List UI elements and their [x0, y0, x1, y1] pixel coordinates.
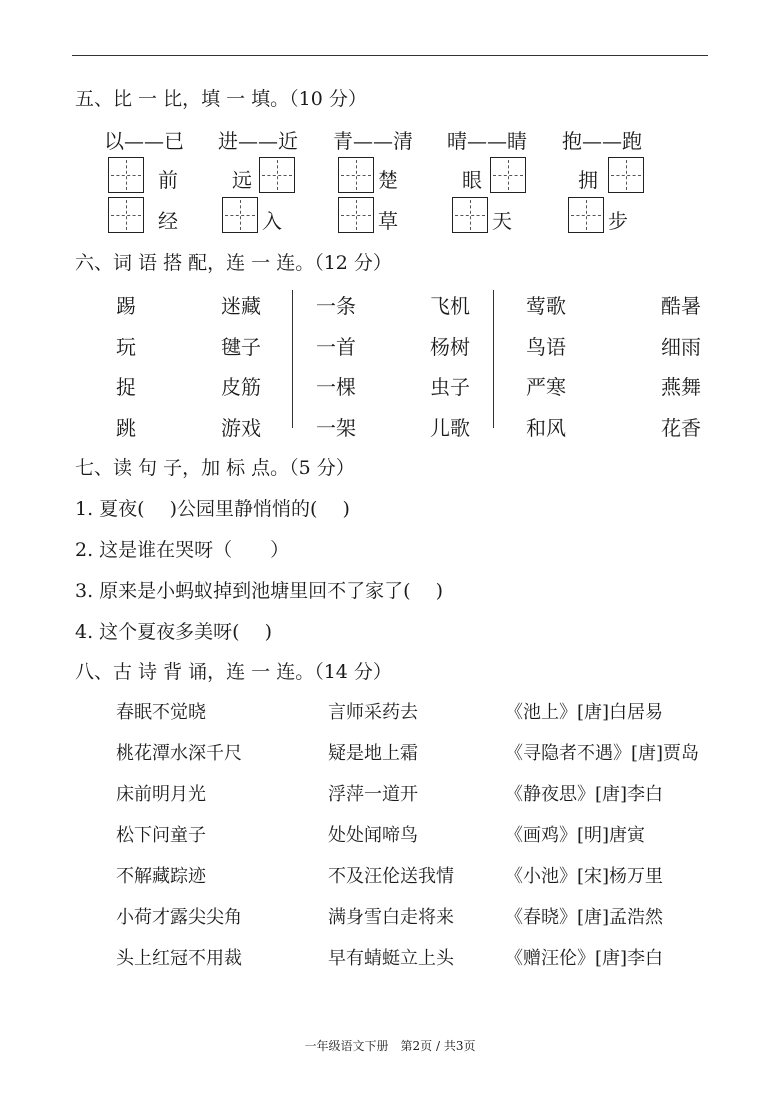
match-word: 一架	[316, 416, 356, 440]
fill-box[interactable]	[490, 157, 526, 193]
fill-box[interactable]	[222, 197, 258, 233]
match-word: 杨树	[430, 335, 470, 359]
sentence-3: 3. 原来是小蚂蚁掉到池塘里回不了家了( )	[75, 580, 444, 602]
pair-3: 青——清	[333, 129, 413, 153]
fill-char: 经	[158, 209, 178, 233]
match-word: 儿歌	[430, 416, 470, 440]
sentence-2: 2. 这是谁在哭呀（ ）	[75, 539, 290, 561]
fill-char: 草	[378, 209, 398, 233]
fill-char: 眼	[462, 168, 482, 192]
poem-line: 不及汪伦送我情	[328, 866, 454, 887]
match-word: 玩	[116, 335, 136, 359]
sentence-1: 1. 夏夜( )公园里静悄悄的( )	[75, 498, 350, 520]
match-word: 皮筋	[221, 375, 261, 399]
match-word: 严寒	[526, 375, 566, 399]
poem-title: 《赠汪伦》[唐]李白	[505, 948, 664, 969]
poem-line: 桃花潭水深千尺	[116, 743, 242, 764]
poem-title: 《寻隐者不遇》[唐]贾岛	[505, 743, 700, 764]
fill-box[interactable]	[108, 197, 144, 233]
match-word: 一棵	[316, 375, 356, 399]
match-word: 飞机	[430, 294, 470, 318]
column-divider	[493, 290, 494, 428]
poem-line: 言师采药去	[328, 702, 418, 723]
pair-2: 进——近	[218, 129, 298, 153]
section7-heading: 七、读 句 子，加 标 点。（5 分）	[75, 457, 355, 479]
match-word: 迷藏	[221, 294, 261, 318]
poem-line: 早有蜻蜓立上头	[328, 948, 454, 969]
fill-char: 远	[232, 168, 252, 192]
poem-line: 小荷才露尖尖角	[116, 907, 242, 928]
fill-box[interactable]	[259, 157, 295, 193]
poem-title: 《池上》[唐]白居易	[505, 702, 664, 723]
match-word: 燕舞	[661, 375, 701, 399]
match-word: 跳	[116, 416, 136, 440]
match-word: 虫子	[430, 375, 470, 399]
match-word: 酷暑	[661, 294, 701, 318]
match-word: 鸟语	[526, 335, 566, 359]
poem-line: 满身雪白走将来	[328, 907, 454, 928]
fill-box[interactable]	[108, 157, 144, 193]
page-footer: 一年级语文下册 第2页 / 共3页	[304, 1039, 476, 1053]
fill-char: 步	[608, 209, 628, 233]
match-word: 一首	[316, 335, 356, 359]
match-word: 毽子	[221, 335, 261, 359]
top-rule	[72, 55, 708, 56]
poem-title: 《画鸡》[明]唐寅	[505, 825, 646, 846]
poem-line: 处处闻啼鸟	[328, 825, 418, 846]
match-word: 细雨	[661, 335, 701, 359]
poem-line: 床前明月光	[116, 784, 206, 805]
match-word: 捉	[116, 375, 136, 399]
fill-char: 入	[262, 209, 282, 233]
fill-box[interactable]	[608, 157, 644, 193]
fill-char: 楚	[378, 168, 398, 192]
sentence-4: 4. 这个夏夜多美呀( )	[75, 621, 273, 643]
match-word: 一条	[316, 294, 356, 318]
pair-1: 以——已	[104, 129, 184, 153]
fill-box[interactable]	[338, 157, 374, 193]
poem-line: 疑是地上霜	[328, 743, 418, 764]
poem-line: 春眠不觉晓	[116, 702, 206, 723]
poem-title: 《小池》[宋]杨万里	[505, 866, 664, 887]
pair-4: 晴——睛	[447, 129, 527, 153]
fill-char: 天	[492, 209, 512, 233]
match-word: 莺歌	[526, 294, 566, 318]
section8-heading: 八、古 诗 背 诵，连 一 连。（14 分）	[75, 661, 392, 683]
fill-box[interactable]	[338, 197, 374, 233]
column-divider	[292, 290, 293, 428]
fill-box[interactable]	[568, 197, 604, 233]
pair-5: 抱——跑	[562, 129, 642, 153]
poem-title: 《静夜思》[唐]李白	[505, 784, 664, 805]
match-word: 踢	[116, 294, 136, 318]
poem-line: 浮萍一道开	[328, 784, 418, 805]
poem-line: 松下问童子	[116, 825, 206, 846]
match-word: 游戏	[221, 416, 261, 440]
poem-line: 不解藏踪迹	[116, 866, 206, 887]
fill-char: 前	[158, 168, 178, 192]
match-word: 和风	[526, 416, 566, 440]
poem-line: 头上红冠不用裁	[116, 948, 242, 969]
fill-char: 拥	[578, 168, 598, 192]
fill-box[interactable]	[452, 197, 488, 233]
match-word: 花香	[661, 416, 701, 440]
poem-title: 《春晓》[唐]孟浩然	[505, 907, 664, 928]
section6-heading: 六、词 语 搭 配，连 一 连。（12 分）	[75, 252, 392, 274]
section5-heading: 五、比 一 比，填 一 填。（10 分）	[75, 88, 367, 110]
